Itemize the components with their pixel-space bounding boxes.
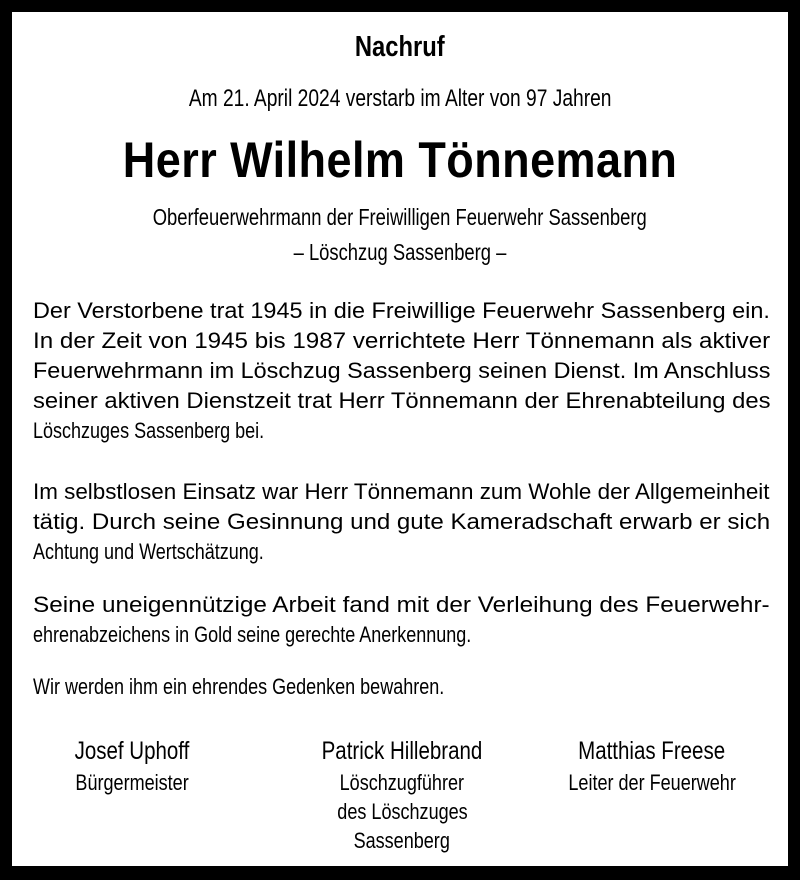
text-line: Löschzuges Sassenberg bei.: [33, 418, 265, 443]
signatory-squad-leader: [282, 734, 522, 855]
text-line: Der Verstorbene trat 1945 in die Freiwillige Feuerwehr Sassenberg ein.: [33, 298, 770, 323]
signatory-mayor: [42, 734, 222, 797]
death-date-line: Am 21. April 2024 verstarb im Alter von 97 Jahren: [188, 85, 612, 112]
signatory-name: Josef Uphoff: [74, 737, 190, 765]
signatory-title: Sassenberg: [353, 828, 451, 853]
notice-heading: Nachruf: [355, 31, 445, 63]
text-line: ehrenabzeichens in Gold seine gerechte Anerkennung.: [33, 622, 472, 647]
signatory-name: Matthias Freese: [578, 737, 726, 765]
text-line: seiner aktiven Dienstzeit trat Herr Tönnemann der Ehrenabteilung des: [33, 388, 771, 413]
text-line: Wir werden ihm ein ehrendes Gedenken bewahren.: [33, 674, 445, 699]
text-line: Feuerwehrmann im Löschzug Sassenberg seinen Dienst. Im Anschluss: [33, 358, 771, 383]
text-line: Achtung und Wertschätzung.: [33, 539, 264, 564]
signatory-name: Patrick Hillebrand: [321, 737, 483, 765]
signatory-title: Löschzugführer: [339, 770, 465, 795]
obituary-notice: [12, 12, 788, 866]
rank-line-1: Oberfeuerwehrmann der Freiwilligen Feuerwehr Sassenberg: [153, 204, 647, 230]
text-line: Im selbstlosen Einsatz war Herr Tönnemann zum Wohle der Allgemeinheit: [33, 479, 770, 504]
signatory-title: Leiter der Feuerwehr: [568, 770, 736, 795]
paragraph-award: [33, 590, 770, 650]
rank-line-2: – Löschzug Sassenberg –: [293, 239, 507, 265]
text-line: tätig. Durch seine Gesinnung und gute Kameradschaft erwarb er sich: [33, 509, 771, 534]
paragraph-service-history: [33, 296, 770, 446]
signatory-title: Bürgermeister: [75, 770, 189, 795]
signatory-fire-chief: [537, 734, 767, 797]
text-line: Seine uneigennützige Arbeit fand mit der Verleihung des Feuerwehr-: [33, 592, 770, 617]
paragraph-tribute: [33, 477, 770, 567]
paragraph-closing: [33, 672, 770, 702]
signatory-title: des Löschzuges: [336, 799, 468, 824]
text-line: In der Zeit von 1945 bis 1987 verrichtete Herr Tönnemann als aktiver: [33, 328, 771, 353]
deceased-name: Herr Wilhelm Tönnemann: [122, 132, 678, 188]
